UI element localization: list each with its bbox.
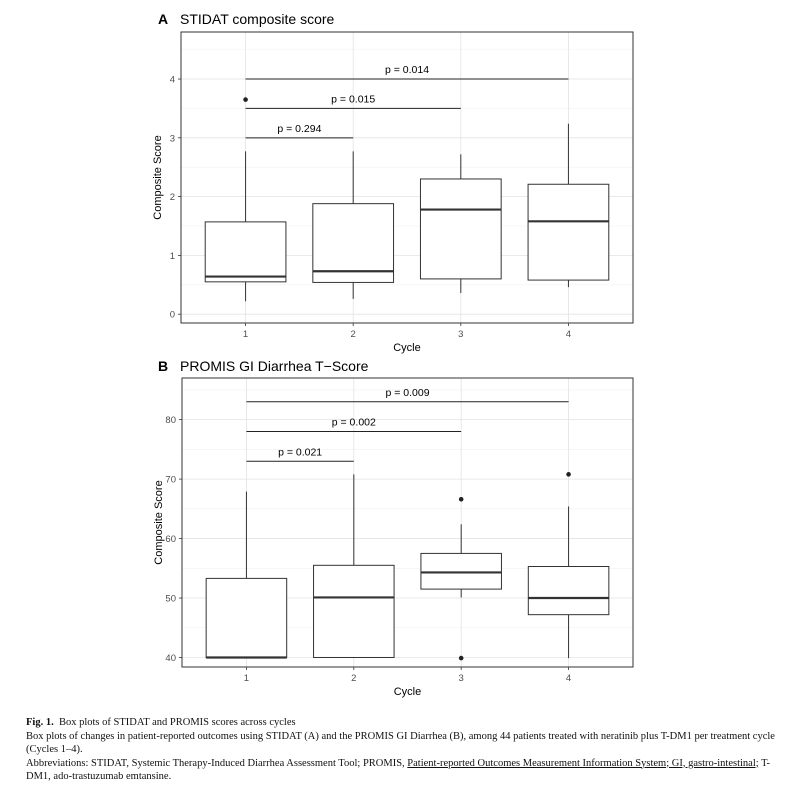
y-tick-label: 40 [165, 652, 176, 664]
iqr-box [528, 567, 609, 615]
caption-fig-title: Box plots of STIDAT and PROMIS scores across cycles [58, 717, 296, 728]
outlier-point [459, 656, 464, 661]
y-tick-label: 70 [165, 474, 176, 486]
iqr-box [421, 553, 502, 589]
x-axis-label: Cycle [393, 686, 422, 698]
panel-a-stidat [152, 11, 633, 354]
caption-description: Box plots of changes in patient-reported outcomes using STIDAT (A) and the PROMIS GI Diarrhea (B), among 44 patients treated with neratinib plus T-DM1 per treatment cycle (Cycles 1–4). [26, 730, 775, 755]
y-tick-label: 60 [165, 534, 176, 546]
x-tick-label: 4 [565, 673, 572, 684]
y-tick-label: 2 [169, 192, 175, 204]
x-tick-label: 4 [565, 329, 572, 340]
x-tick-label: 2 [350, 329, 356, 340]
x-tick-label: 1 [242, 329, 249, 340]
outlier-point [459, 497, 464, 502]
caption-abbr-underlined: Patient-reported Outcomes Measurement Information System; GI, gastro-intestinal; [407, 757, 759, 769]
caption-abbr-prefix: Abbreviations: STIDAT, Systemic Therapy-Induced Diarrhea Assessment Tool; PROMIS, [26, 757, 405, 769]
outlier-point [243, 97, 248, 102]
y-axis-label: Composite Score [152, 135, 164, 220]
figure-caption [26, 716, 776, 784]
iqr-box [314, 565, 395, 657]
panel-title: PROMIS GI Diarrhea T−Score [180, 358, 369, 374]
iqr-box [420, 179, 501, 279]
panel-b-promis [153, 358, 633, 698]
comparison-p-value: p = 0.009 [385, 386, 430, 399]
comparison-p-value: p = 0.014 [384, 64, 430, 77]
panel-title: STIDAT composite score [180, 11, 335, 27]
x-tick-label: 3 [458, 673, 464, 684]
comparison-p-value: p = 0.002 [331, 416, 376, 429]
x-axis-label: Cycle [393, 342, 421, 354]
caption-abbr-suffix: T-DM1, ado-trastuzumab emtansine. [26, 757, 771, 782]
y-tick-label: 50 [165, 593, 176, 605]
iqr-box [205, 222, 286, 282]
panel-label: A [158, 11, 169, 27]
y-axis-label: Composite Score [153, 480, 165, 565]
outlier-point [566, 472, 571, 477]
y-tick-label: 0 [169, 309, 175, 321]
caption-fig-label: Fig. 1. [26, 717, 54, 728]
y-tick-label: 4 [169, 74, 175, 86]
x-tick-label: 3 [458, 329, 464, 340]
y-tick-label: 1 [169, 250, 175, 262]
comparison-p-value: p = 0.294 [277, 122, 322, 135]
y-tick-label: 3 [169, 133, 175, 145]
x-tick-label: 2 [351, 673, 357, 684]
comparison-p-value: p = 0.021 [278, 446, 323, 459]
y-tick-label: 80 [165, 415, 176, 427]
iqr-box [206, 578, 287, 657]
comparison-p-value: p = 0.015 [331, 93, 376, 106]
x-tick-label: 1 [243, 673, 250, 684]
iqr-box [528, 184, 609, 280]
panel-label: B [158, 358, 169, 374]
